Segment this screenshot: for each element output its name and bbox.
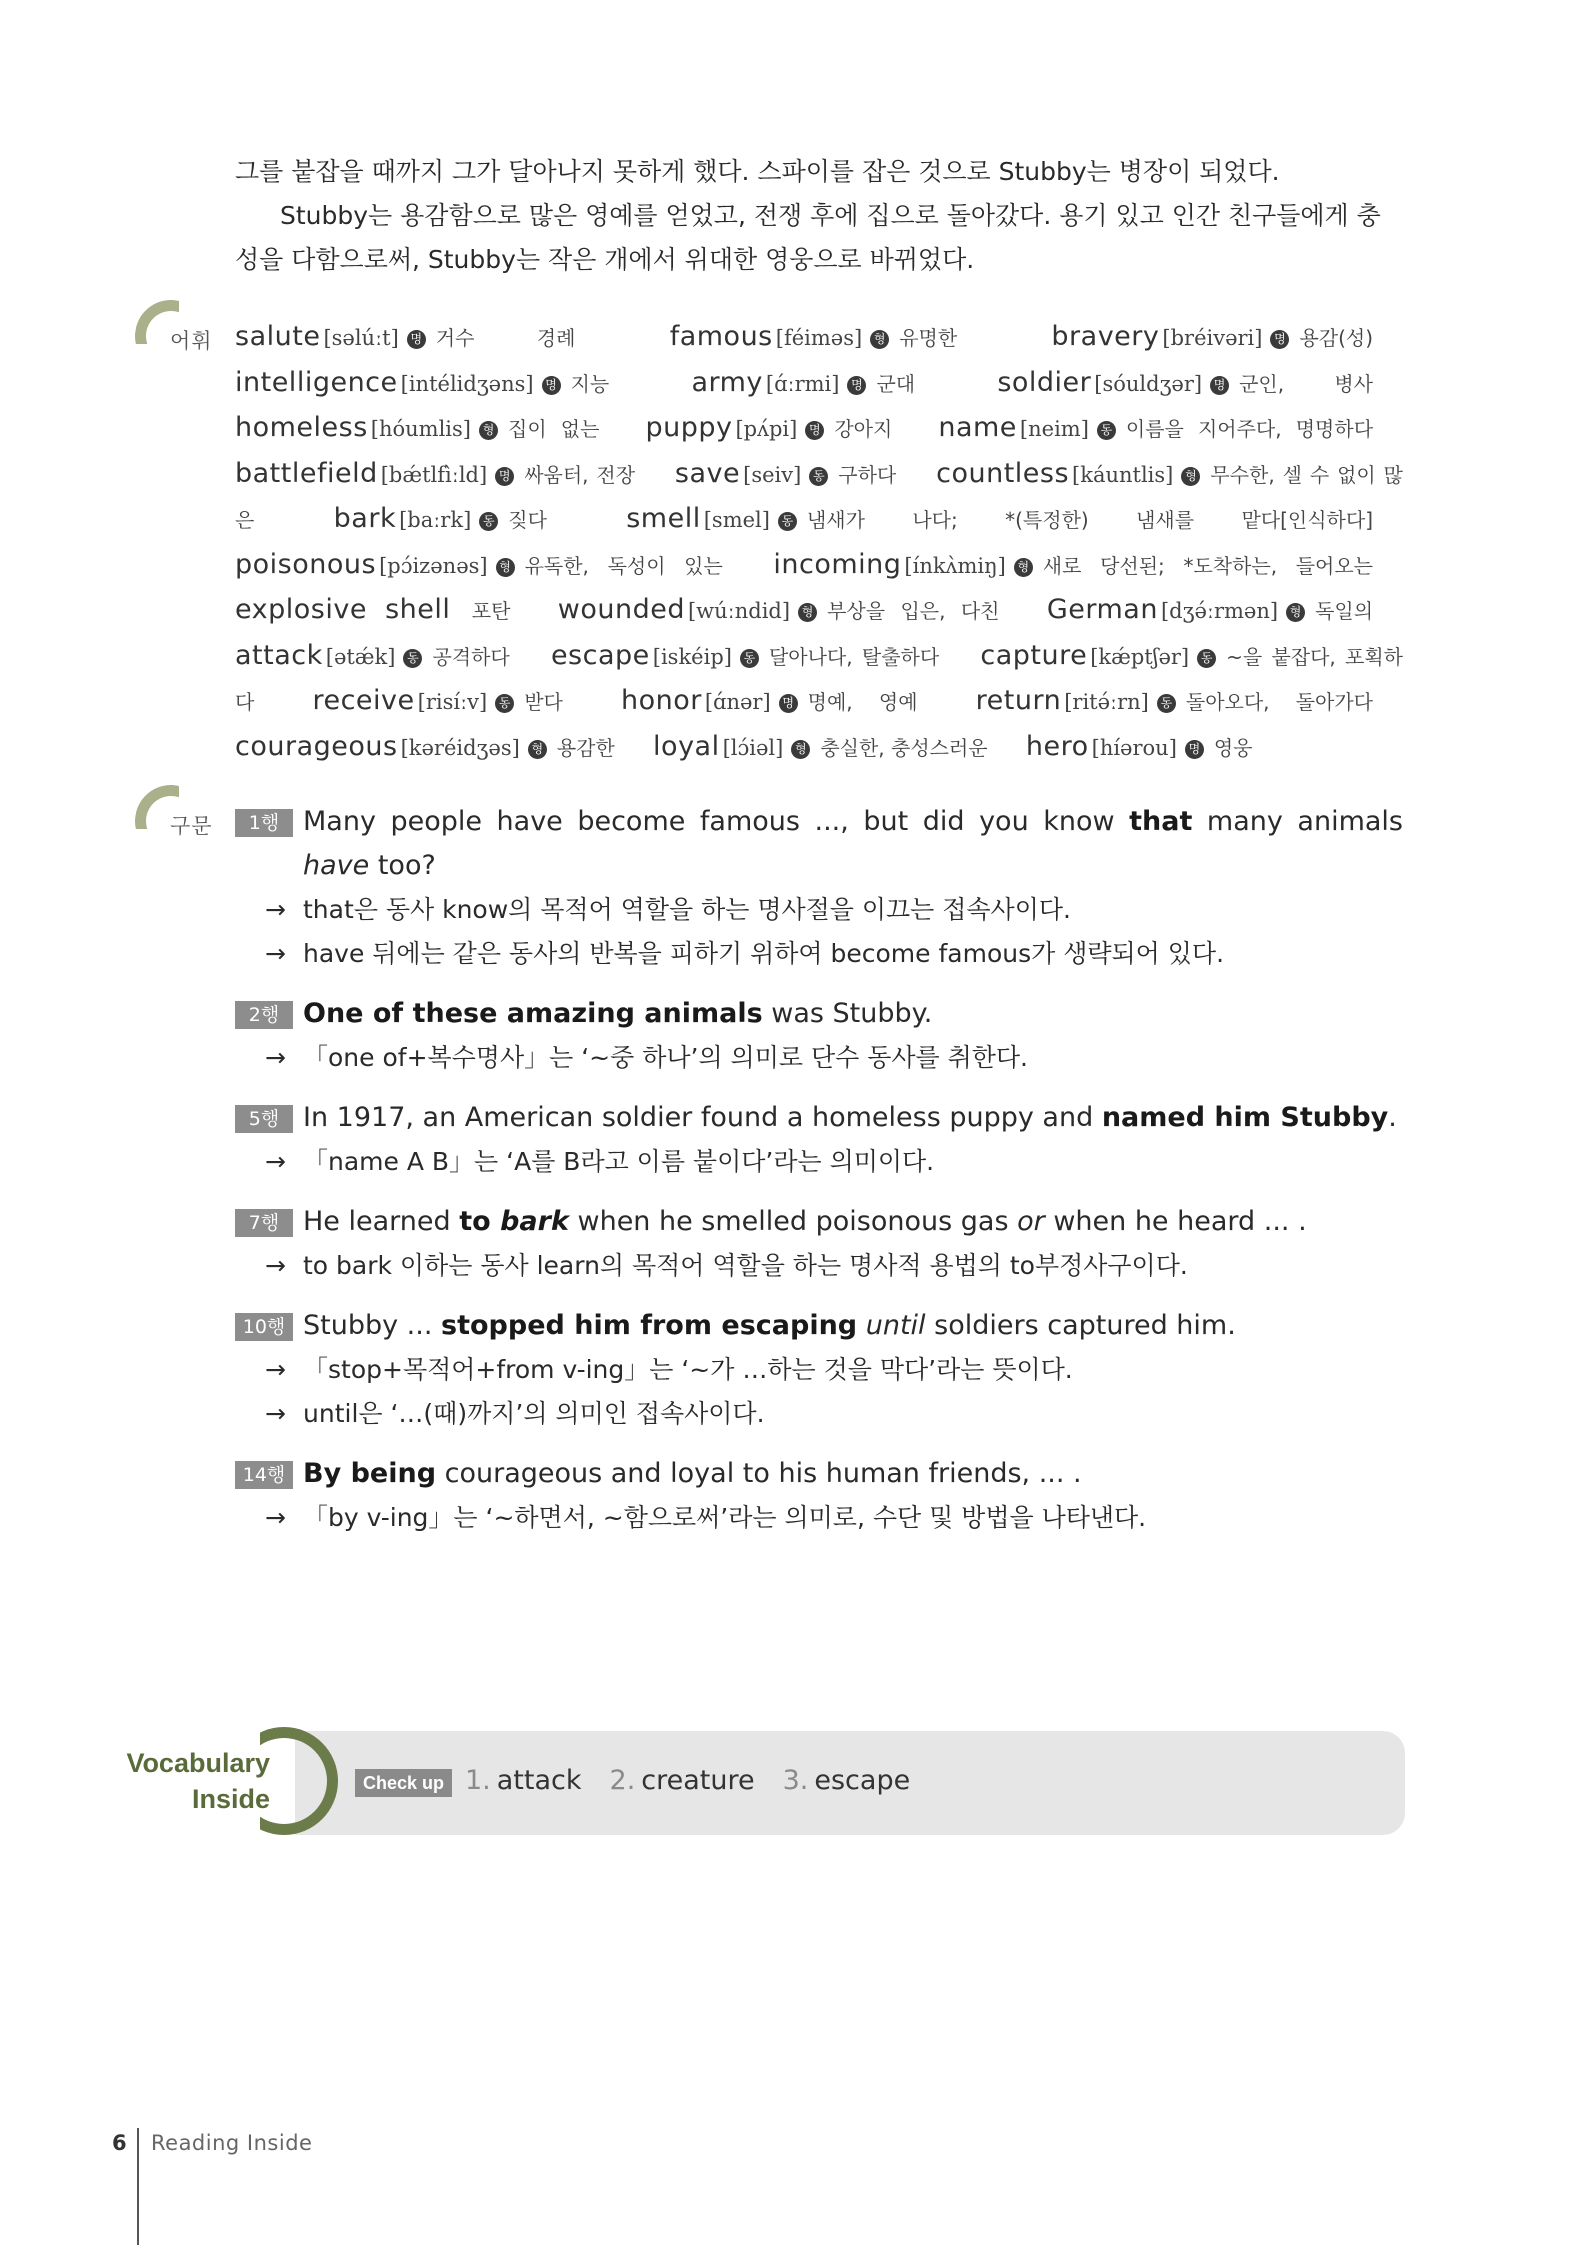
vocab-definition: 이름을 지어주다, 명명하다 [1125,417,1374,441]
emphasis-bold: One of these amazing animals [303,998,763,1029]
answer-text: creature [641,1765,755,1796]
sentence-text: was Stubby. [762,998,933,1029]
sentence-text: when he heard ... . [1044,1206,1307,1237]
note-text: 「one of+복수명사」는 ‘~중 하나’의 의미로 단수 동사를 취한다. [303,1043,1028,1072]
vocab-entry [312,686,562,716]
answer-list [465,1765,938,1796]
vocab-pronunciation: [kəréidʒəs] [400,735,520,760]
note-text: until은 ‘…(때)까지’의 의미인 접속사이다. [303,1399,765,1428]
answer-number: 1. [465,1765,491,1796]
part-of-speech-icon: 동 [1097,421,1116,440]
line-badge: 14행 [235,1461,293,1489]
title-line-2: Inside [191,1784,270,1814]
vocab-definition: 무수한, 셀 수 없이 많은 [235,462,1403,532]
arrow-icon: → [265,1043,286,1072]
vocab-definition: 받다 [524,690,563,714]
structure-note [235,932,1403,976]
passage-line-1: 그를 붙잡을 때까지 그가 달아나지 못하게 했다. 스파이를 잡은 것으로 Stubby는 병장이 되었다. [235,157,1280,186]
emphasis-bold: named him Stubby [1101,1102,1389,1133]
vocab-pronunciation: [ínkʌ̀miŋ] [904,553,1006,578]
sentence-text: when he smelled poisonous gas [568,1206,1018,1237]
note-text: that은 동사 know의 목적어 역할을 하는 명사절을 이끄는 접속사이다. [303,895,1071,924]
vocab-pronunciation: [káuntlis] [1072,462,1174,487]
check-up-badge: Check up [355,1769,452,1797]
structure-sentence [235,992,1403,1036]
vocab-entry [653,732,988,762]
answer-text: attack [496,1765,582,1796]
structure-note [235,1392,1403,1436]
part-of-speech-icon: 명 [1210,376,1229,395]
structure-note [235,1244,1403,1288]
vocab-entry [551,641,939,671]
vocab-pronunciation: [dʒə́ːrmən] [1160,599,1279,623]
structure-item [235,1200,1403,1288]
vocab-pronunciation: [ɑ́nər] [704,690,771,714]
vocab-entry [670,322,957,352]
note-text: 「stop+목적어+from v-ing」는 ‘~가 …하는 것을 막다’라는 뜻이다. [303,1355,1073,1384]
part-of-speech-icon: 형 [528,740,547,759]
structure-note [235,888,1403,932]
vocab-definition: 독일의 [1315,599,1374,623]
answer-item [465,1765,582,1796]
vocab-definition: 지능 [570,371,610,396]
vocab-pronunciation: [seiv] [743,462,802,487]
vocab-word: explosive shell [235,594,451,625]
sentence-text: soldiers captured him. [925,1310,1236,1341]
vocab-entry [235,322,575,352]
vocab-definition: 영웅 [1213,735,1253,760]
vocab-entry [997,368,1373,398]
part-of-speech-icon: 형 [496,558,515,577]
passage-line-2: Stubby는 용감함으로 많은 영예를 얻었고, 전쟁 후에 집으로 돌아갔다. 용기 있고 인간 친구들에게 충성을 다함으로써, Stubby는 작은 개에서 위대한 영웅으로 바뀌었다. [235,201,1381,274]
emphasis-italic: have [303,850,370,881]
structure-sentence [235,1096,1403,1140]
vocab-entry [235,732,615,762]
vocab-pronunciation: [pɔ́izənəs] [379,553,488,578]
vocab-word: hero [1025,730,1089,762]
note-text: 「by v-ing」는 ‘~하면서, ~함으로써’라는 의미로, 수단 및 방법을 나타낸다. [303,1503,1147,1532]
vocab-definition: 용감(성) [1299,326,1374,350]
sentence-text: . [1388,1102,1397,1133]
line-badge: 10행 [235,1313,293,1341]
vocab-definition: 구하다 [838,462,897,487]
vocab-word: incoming [773,548,902,580]
vocab-definition: 냄새가 나다; *(특정한) 냄새를 맡다[인식하다] [806,508,1374,532]
vocab-pronunciation: [híərou] [1091,735,1177,760]
vocab-entry [1047,595,1373,625]
structure-list [235,800,1403,1556]
structure-item [235,992,1403,1080]
vocab-pronunciation: [bǽtlfìːld] [380,462,488,487]
emphasis-bold: that [1129,806,1193,837]
part-of-speech-icon: 동 [1157,694,1176,713]
structure-note [235,1496,1403,1540]
vocab-word: countless [936,457,1070,489]
vocabulary-inside [120,1725,1405,1833]
structure-label: 구문 [170,814,213,838]
answer-item [783,1765,911,1796]
part-of-speech-icon: 명 [1270,330,1289,349]
vocab-pronunciation: [bréivəri] [1162,326,1263,350]
vocabulary-list [235,315,1403,770]
note-text: 「name A B」는 ‘A를 B라고 이름 붙이다’라는 의미이다. [303,1147,935,1176]
vocab-word: bark [333,503,397,534]
structure-item [235,1096,1403,1184]
vocab-word: homeless [235,412,368,443]
part-of-speech-icon: 동 [778,512,797,531]
vocab-pronunciation: [pʌ́pi] [735,417,798,441]
sentence-text: He learned [303,1206,460,1237]
part-of-speech-icon: 명 [779,694,798,713]
vocab-entry [645,413,892,443]
structure-item [235,1304,1403,1436]
vocab-word: soldier [997,366,1092,398]
structure-sentence [235,1304,1403,1348]
vocab-definition: 유독한, 독성이 있는 [524,553,723,578]
line-badge: 2행 [235,1001,293,1029]
vocab-definition: 짖다 [508,508,547,532]
part-of-speech-icon: 명 [847,376,866,395]
emphasis-italic: until [865,1310,926,1341]
vocab-word: receive [312,685,415,716]
answer-number: 3. [782,1765,809,1796]
vocab-pronunciation: [neim] [1019,417,1089,441]
vocab-word: famous [669,321,773,352]
vocab-word: battlefield [235,457,378,489]
part-of-speech-icon: 동 [1197,649,1216,668]
vocab-definition: 명예, 영예 [807,690,918,714]
vocab-pronunciation: [səlúːt] [323,326,399,350]
vocab-definition: 싸움터, 전장 [524,462,636,487]
arrow-icon: → [265,895,286,924]
arrow-icon: → [265,1251,286,1280]
emphasis-bold-italic [500,1206,569,1237]
vocab-pronunciation: [risíːv] [417,690,488,714]
sentence-text: courageous and loyal to his human friends, ... . [436,1458,1082,1489]
vocab-word: capture [980,639,1088,671]
vocab-word: return [975,685,1062,716]
vocab-definition: 군대 [876,371,916,396]
vocab-entry [626,504,1373,534]
line-badge: 7행 [235,1209,293,1237]
vocab-definition: 강아지 [834,417,893,441]
vocab-definition: 충실한, 충성스러운 [820,735,988,760]
vocab-pronunciation: [sóuldʒər] [1094,371,1203,396]
structure-note [235,1140,1403,1184]
part-of-speech-icon: 형 [1286,603,1305,622]
vocab-pronunciation: [ətǽk] [325,644,396,669]
part-of-speech-icon: 동 [809,467,828,486]
sentence-text: Stubby ... [303,1310,442,1341]
vocab-entry [691,368,915,398]
line-badge: 1행 [235,809,293,837]
vocab-entry [235,368,609,398]
part-of-speech-icon: 형 [791,740,810,759]
passage [235,150,1400,282]
part-of-speech-icon: 명 [1185,740,1204,759]
structure-sentence [235,800,1403,888]
emphasis-bold: By being [303,1458,437,1489]
vocab-definition: ~을 붙잡다, 포획하다 [235,644,1404,714]
emphasis-bold: to [459,1206,501,1237]
structure-item [235,800,1403,976]
vocab-word: loyal [653,730,720,762]
vocab-word: courageous [235,730,398,762]
vocab-entry [1026,732,1253,762]
vocab-pronunciation: [iskéip] [652,644,732,669]
arrow-icon: → [265,1147,286,1176]
vocab-pronunciation: [hóumlis] [370,417,471,441]
sentence-text: In 1917, an American soldier found a homeless puppy and [303,1102,1102,1133]
vocab-entry [675,459,896,489]
vocab-pronunciation: [féiməs] [775,326,863,350]
half-ring-icon [260,1727,338,1835]
vocab-word: honor [620,685,702,716]
vocab-definition: 새로 당선된; *도착하는, 들어오는 [1042,553,1374,578]
vocab-word: German [1046,594,1158,625]
title-line-1: Vocabulary [126,1748,270,1778]
vocab-pronunciation: [lɔ́iəl] [722,735,784,760]
vocab-entry [235,413,599,443]
part-of-speech-icon: 형 [479,421,498,440]
vocab-label: 어휘 [170,329,213,353]
vocab-entry [976,686,1373,716]
note-text: to bark 이하는 동사 learn의 목적어 역할을 하는 명사적 용법의 to부정사구이다. [303,1251,1188,1280]
vocab-entry [621,686,918,716]
vocab-definition: 거수 경례 [435,326,576,350]
part-of-speech-icon: 동 [740,649,759,668]
vocab-word: attack [235,639,323,671]
vocab-entry [1051,322,1373,352]
arrow-icon: → [265,1355,286,1384]
vocabulary-inside-title [120,1745,270,1817]
structure-sentence [235,1200,1403,1244]
vocab-pronunciation: [baːrk] [399,508,472,532]
vocab-definition: 용감한 [556,735,615,760]
vocab-definition: 집이 없는 [508,417,600,441]
emphasis-italic: or [1017,1206,1045,1237]
vocab-word: smell [626,503,701,534]
part-of-speech-icon: 명 [542,376,561,395]
part-of-speech-icon: 명 [805,421,824,440]
vocab-entry [235,459,635,489]
vocab-word: poisonous [235,548,377,580]
part-of-speech-icon: 명 [495,467,514,486]
vocab-word: salute [235,321,321,352]
arrow-icon: → [265,939,286,968]
note-text: have 뒤에는 같은 동사의 반복을 피하기 위하여 become famous가 생략되어 있다. [303,939,1225,968]
arrow-icon: → [265,1399,286,1428]
emphasis-bold: stopped him from escaping [441,1310,858,1341]
structure-sentence [235,1452,1403,1496]
vocab-entry [235,550,723,580]
vocab-entry [558,595,1000,625]
vocab-pronunciation: [smel] [703,508,770,532]
sentence-text: Many people have become famous ..., but did you know [303,806,1130,837]
vocab-word: save [674,457,741,489]
vocab-entry [773,550,1373,580]
vocab-definition: 공격하다 [432,644,510,669]
vocab-pronunciation: [intélidʒəns] [400,371,534,396]
vocab-pronunciation: [wúːndid] [687,599,791,623]
structure-note [235,1348,1403,1392]
arrow-icon: → [265,1503,286,1532]
footer-divider [137,2128,139,2245]
answer-item [610,1765,755,1796]
vocab-definition: 부상을 입은, 다친 [827,599,1000,623]
part-of-speech-icon: 형 [798,603,817,622]
answer-text: escape [814,1765,911,1796]
page-number: 6 [112,2131,127,2155]
part-of-speech-icon: 형 [1014,558,1033,577]
vocab-definition: 포탄 [456,599,511,623]
part-of-speech-icon: 동 [403,649,422,668]
sentence-text [857,1310,866,1341]
vocab-definition: 달아나다, 탈출하다 [768,644,940,669]
vocab-pronunciation: [ritə́ːrn] [1064,690,1149,714]
vocab-entry [235,595,510,625]
vocab-word: wounded [557,594,685,625]
part-of-speech-icon: 형 [1181,467,1200,486]
book-title: Reading Inside [151,2131,313,2155]
vocab-word: escape [550,639,650,671]
vocab-definition: 군인, 병사 [1239,371,1374,396]
structure-note [235,1036,1403,1080]
part-of-speech-icon: 형 [870,330,889,349]
vocab-word: puppy [645,412,733,443]
part-of-speech-icon: 동 [495,694,514,713]
vocab-word: army [691,366,763,398]
structure-item [235,1452,1403,1540]
vocab-word: intelligence [235,366,398,398]
vocab-definition: 유명한 [899,326,958,350]
answer-number: 2. [609,1765,636,1796]
line-badge: 5행 [235,1105,293,1133]
vocab-word: name [938,412,1017,443]
vocab-entry [235,641,510,671]
vocab-pronunciation: [ɑ́ːrmi] [765,371,840,396]
part-of-speech-icon: 명 [407,330,426,349]
vocab-entry [938,413,1373,443]
emphasis-italic: bark [500,1206,569,1237]
vocab-word: bravery [1051,321,1160,352]
sentence-text: many animals [1192,806,1403,837]
vocab-pronunciation: [kǽptʃər] [1090,644,1190,669]
part-of-speech-icon: 동 [479,512,498,531]
vocab-definition: 돌아오다, 돌아가다 [1185,690,1374,714]
sentence-text: too? [369,850,436,881]
vocab-entry [334,504,547,534]
